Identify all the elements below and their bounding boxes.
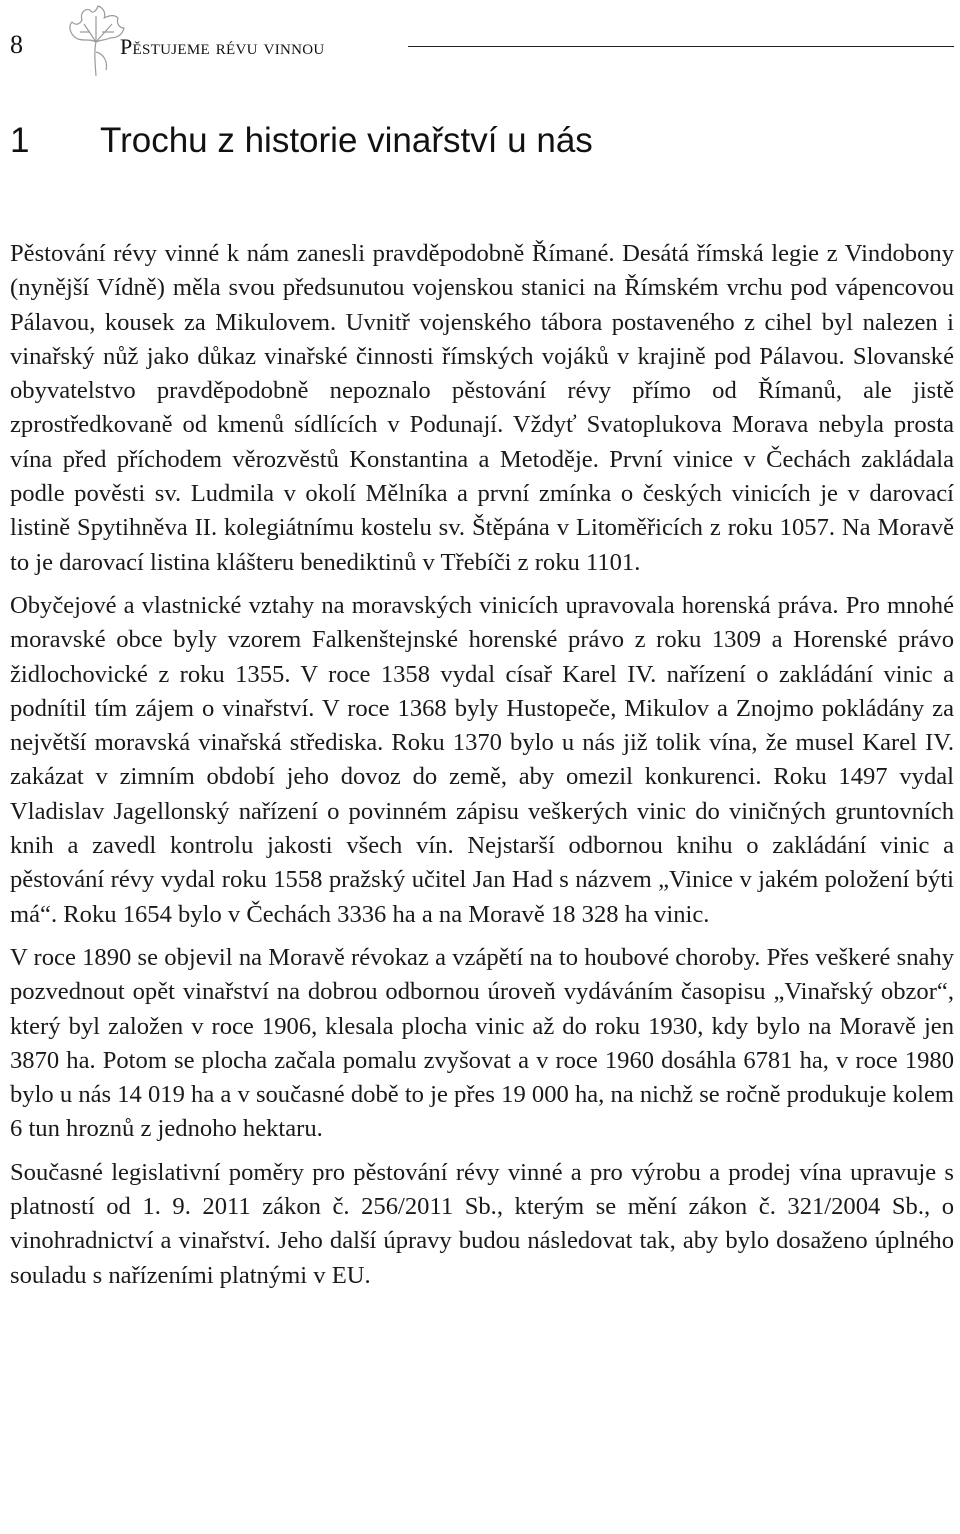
paragraph: Pěstování révy vinné k nám zanesli pravděpodobně Římané. Desátá římská legie z Vindobony (nynější Vídně) měla svou předsunutou vojenskou stanici na Římském vrchu pod vápencovou Pálavou, kousek za Mikulovem. Uvnitř vojenského tábora postaveného z cihel byl nalezen i vinařský nůž jako důkaz vinařské činnosti římských vojáků v krajině pod Pálavou. Slovanské obyvatelstvo pravděpodobně nepoznalo pěstování révy přímo od Římanů, ale jistě zprostředkovaně od kmenů sídlících v Podunají. Vždyť Svatoplukova Morava nebyla prosta vína před příchodem věrozvěstů Konstantina a Metoděje. První vinice v Čechách zakládala podle pověsti sv. Ludmila v okolí Mělníka a první zmínka o českých vinicích je v darovací listině Spytihněva II. kolegiátnímu kostelu sv. Štěpána v Litoměřicích z roku 1057. Na Moravě to je darovací listina klášteru benediktinů v Třebíči z roku 1101. <box>10 240 954 576</box>
paragraph: Současné legislativní poměry pro pěstování révy vinné a pro výrobu a prodej vína upravuje s platností od 1. 9. 2011 zákon č. 256/2011 Sb., kterým se mění zákon č. 321/2004 Sb., o vinohradnictví a vinařství. Jeho další úpravy budou následovat tak, aby bylo dosaženo úplného souladu s nařízeními platnými v EU. <box>10 1158 954 1289</box>
running-title: Pěstujeme révu vinnou <box>120 34 325 59</box>
paragraph: Obyčejové a vlastnické vztahy na moravských vinicích upravovala horenská práva. Pro mnohé moravské obce byly vzorem Falkenštejnské horenské právo z roku 1309 a Horenské právo židlochovické z roku 1355. V roce 1358 vydal císař Karel IV. nařízení o zakládání vinic a podnítil tím zájem o vinařství. V roce 1368 byly Hustopeče, Mikulov a Znojmo pokládány za největší moravská vinařská střediska. Roku 1370 bylo u nás již tolik vína, že musel Karel IV. zakázat v zimním období jeho dovoz do země, aby omezil konkurenci. Roku 1497 vydal Vladislav Jagellonský nařízení o povinném zápisu veškerých vinic do viničných gruntovních knih a zavedl kontrolu jakosti všech vín. Nejstarší odbornou knihu o zakládání vinic a pěstování révy vydal roku 1558 pražský učitel Jan Had s názvem „Vinice v jakém položení býti má“. Roku 1654 bylo v Čechách 3336 ha a na Moravě 18 328 ha vinic. <box>10 591 954 928</box>
header-rule <box>408 46 954 47</box>
body-text <box>10 237 954 1302</box>
chapter-heading <box>10 118 593 164</box>
page-number: 8 <box>10 30 23 59</box>
page-header <box>0 0 960 95</box>
chapter-title: Trochu z historie vinařství u nás <box>100 121 593 160</box>
chapter-number: 1 <box>10 121 30 160</box>
paragraph: V roce 1890 se objevil na Moravě révokaz a vzápětí na to houbové choroby. Přes veškeré snahy pozvednout opět vinařství na dobrou odbornou úroveň vydáváním časopisu „Vinařský obzor“, který byl založen v roce 1906, klesala plocha vinic až do roku 1930, kdy bylo na Moravě jen 3870 ha. Potom se plocha začala pomalu zvyšovat a v roce 1960 dosáhla 6781 ha, v roce 1980 bylo u nás 14 019 ha a v současné době to je přes 19 000 ha, na nichž se ročně produkuje kolem 6 tun hroznů z jednoho hektaru. <box>10 943 954 1143</box>
